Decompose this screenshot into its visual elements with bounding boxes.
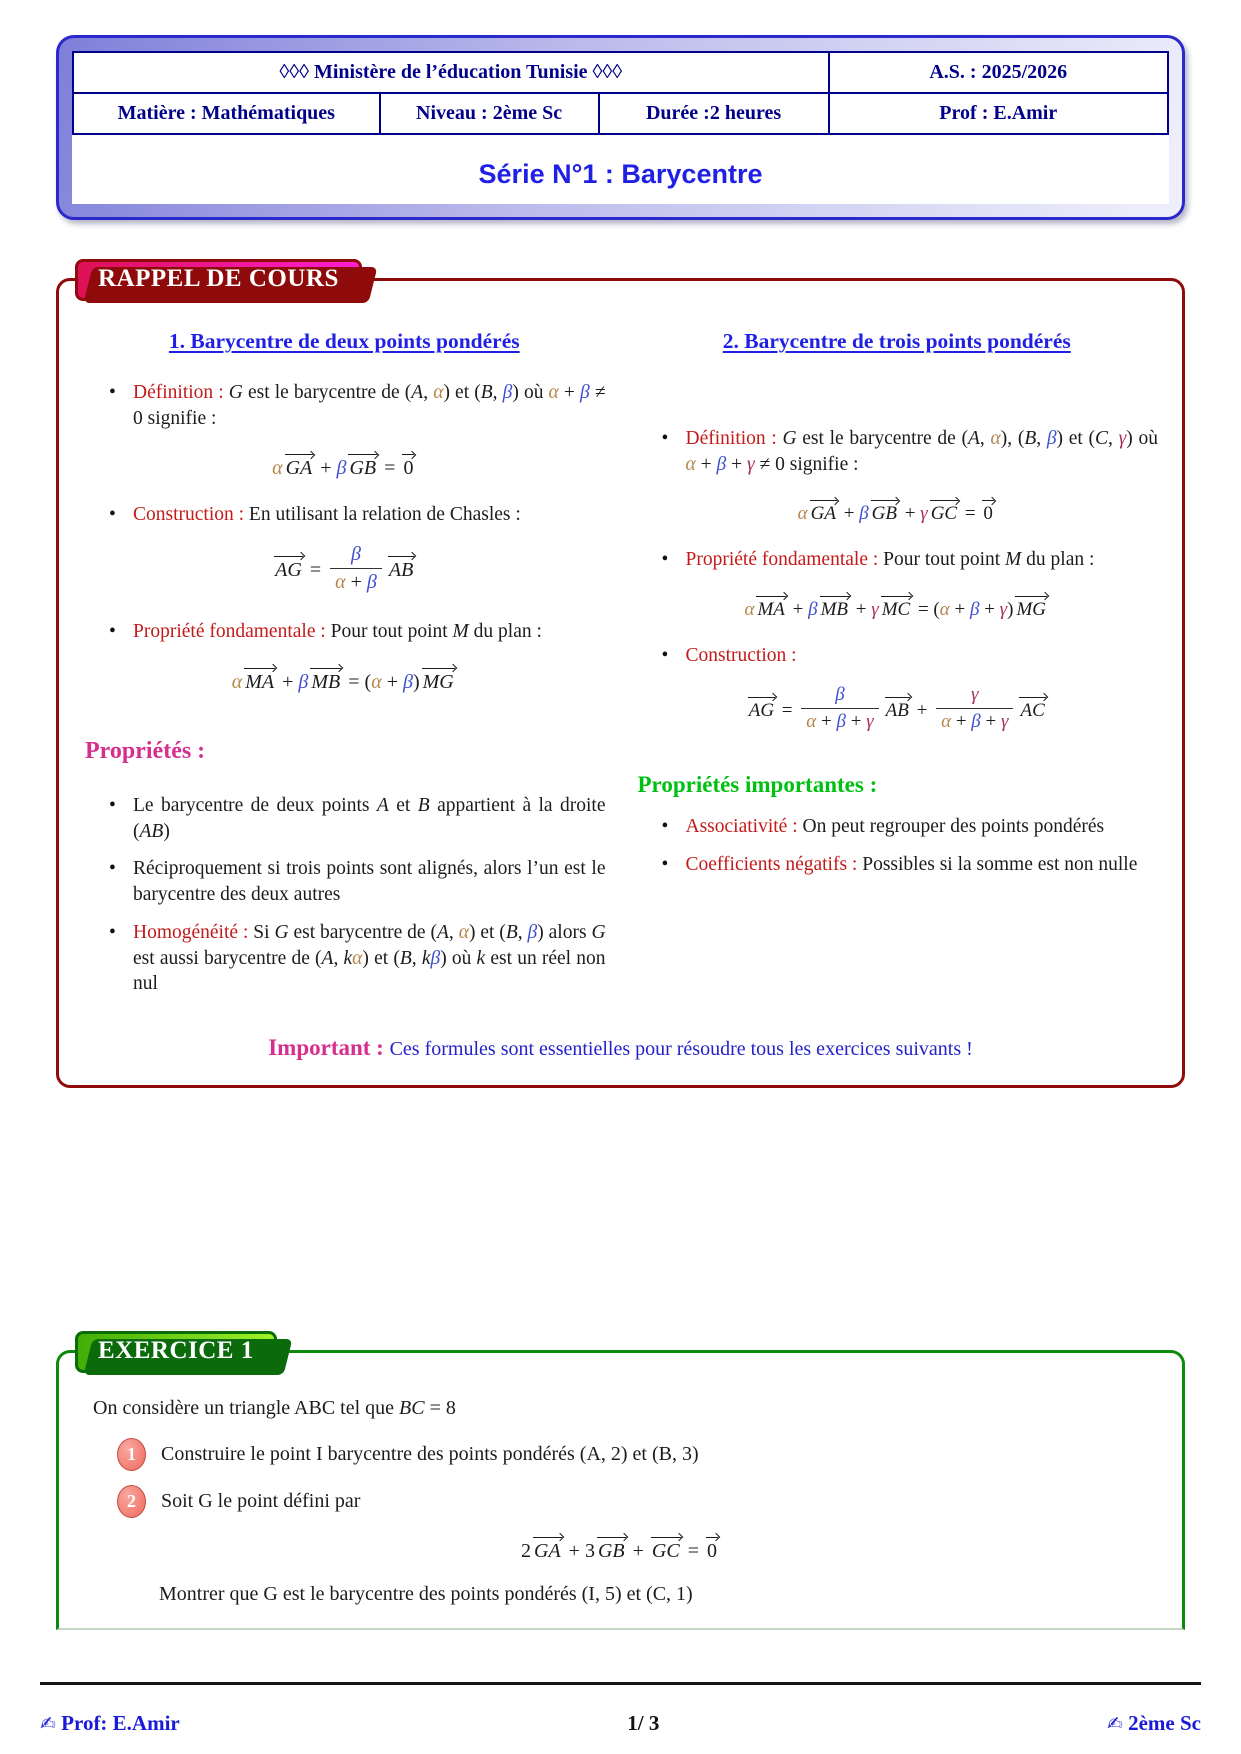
- school-year-cell: A.S. : 2025/2026: [829, 52, 1168, 93]
- footer-prof-label: Prof: E.Amir: [61, 1711, 180, 1735]
- exercise-intro: On considère un triangle ABC tel que BC = 8: [93, 1397, 456, 1420]
- exercise-1-box: [56, 1337, 1185, 1630]
- properties-heading: Propriétés :: [85, 737, 206, 764]
- ministry-cell: ◊◊◊ Ministère de l’éducation Tunisie ◊◊◊: [73, 52, 829, 93]
- duration-cell: Durée :2 heures: [599, 93, 829, 134]
- important-properties-heading: Propriétés importantes :: [637, 771, 878, 797]
- bullet-property-homogeneity: • Homogénéité : Si G est barycentre de (A, α) et (B, β) alors G est aussi barycentre de (A, kα) et (B, kβ) où k est un réel non nul: [109, 920, 606, 997]
- bullet-fundamental-two-points: • Propriété fondamentale : Pour tout point M du plan :: [109, 619, 606, 645]
- important-label: Important :: [268, 1035, 390, 1061]
- bullet-fundamental-three-points: • Propriété fondamentale : Pour tout point M du plan :: [662, 547, 1159, 573]
- page-footer: [40, 1682, 1201, 1736]
- footer-class-label: 2ème Sc: [1128, 1711, 1201, 1735]
- series-title: Série N°1 : Barycentre: [478, 159, 763, 189]
- exercise-item-1-text: Construire le point I barycentre des points pondérés (A, 2) et (B, 3): [161, 1443, 699, 1466]
- header-row-details: [73, 93, 1168, 134]
- bullet-property-reciprocal: • Réciproquement si trois points sont alignés, alors l’un est le barycentre des deux autres: [109, 856, 606, 907]
- bullet-associativity: • Associativité : On peut regrouper des points pondérés: [662, 814, 1159, 840]
- section-heading-two-points: 1. Barycentre de deux points pondérés: [168, 329, 520, 353]
- item-number-badge-2: 2: [117, 1485, 146, 1518]
- level-cell: Niveau : 2ème Sc: [380, 93, 599, 134]
- bullet-construction-three-points: • Construction :: [662, 643, 1159, 669]
- rappel-columns: [83, 325, 1163, 1009]
- writing-hand-icon: ✍: [1106, 1713, 1123, 1735]
- important-text: Ces formules sont essentielles pour résoudre tous les exercices suivants !: [389, 1038, 973, 1061]
- bullet-negative-coefficients: • Coefficients négatifs : Possibles si la somme est non nulle: [662, 852, 1159, 878]
- header-card: [56, 35, 1185, 220]
- rappel-badge: RAPPEL DE COURS: [75, 259, 362, 301]
- bullet-construction-two-points: • Construction : En utilisant la relation de Chasles :: [109, 502, 606, 528]
- exercise-item-1: [117, 1438, 1160, 1471]
- section-heading-three-points: 2. Barycentre de trois points pondérés: [722, 329, 1071, 353]
- important-note: [83, 1035, 1158, 1061]
- exercise-1-badge: EXERCICE 1: [75, 1331, 277, 1373]
- prof-cell: Prof : E.Amir: [829, 93, 1168, 134]
- header-row-ministry: [73, 52, 1168, 93]
- bullet-definition-two-points: • Définition : G est le barycentre de (A, α) et (B, β) où α + β ≠ 0 signifie :: [109, 380, 606, 431]
- header-table: [72, 51, 1169, 135]
- formula-definition-two-points: α GA + β GB = 0: [83, 449, 606, 480]
- bullet-definition-three-points: • Définition : G est le barycentre de (A, α), (B, β) et (C, γ) où α + β + γ ≠ 0 signifie :: [662, 426, 1159, 477]
- exercise-item-2: [117, 1485, 1160, 1518]
- exercise-formula: 2 GA + 3 GB + GC = 0: [81, 1532, 1160, 1563]
- formula-definition-three-points: α GA + β GB + γ GC = 0: [636, 495, 1159, 525]
- exercise-final-line: Montrer que G est le barycentre des points pondérés (I, 5) et (C, 1): [159, 1583, 693, 1606]
- formula-fundamental-two-points: α MA + β MB = (α + β) MG: [83, 663, 606, 694]
- column-two-points: [83, 325, 611, 1009]
- subject-cell: Matière : Mathématiques: [73, 93, 380, 134]
- formula-construction-three-points: AG = $\frac{\beta}{\alpha + \beta + \gamma}$ AB + $\frac{\gamma}{\alpha + \beta + \gamma}$ AC: [748, 683, 1045, 732]
- column-three-points: [636, 325, 1163, 1009]
- footer-prof: [40, 1711, 180, 1736]
- header-inner: [72, 51, 1169, 204]
- footer-class: [1107, 1711, 1201, 1736]
- bullet-property-line: • Le barycentre de deux points A et B appartient à la droite (AB): [109, 793, 606, 844]
- rappel-de-cours-box: [56, 265, 1185, 1088]
- item-number-badge-1: 1: [117, 1438, 146, 1471]
- page-number: 1/ 3: [627, 1711, 660, 1735]
- formula-construction-two-points: AG = $\frac{\beta}{\alpha + \beta}$ AB: [275, 543, 414, 594]
- exercise-item-2-text: Soit G le point défini par: [161, 1490, 361, 1513]
- writing-hand-icon: ✍: [40, 1713, 56, 1735]
- formula-fundamental-three-points: α MA + β MB + γ MC = (α + β + γ) MG: [636, 591, 1159, 621]
